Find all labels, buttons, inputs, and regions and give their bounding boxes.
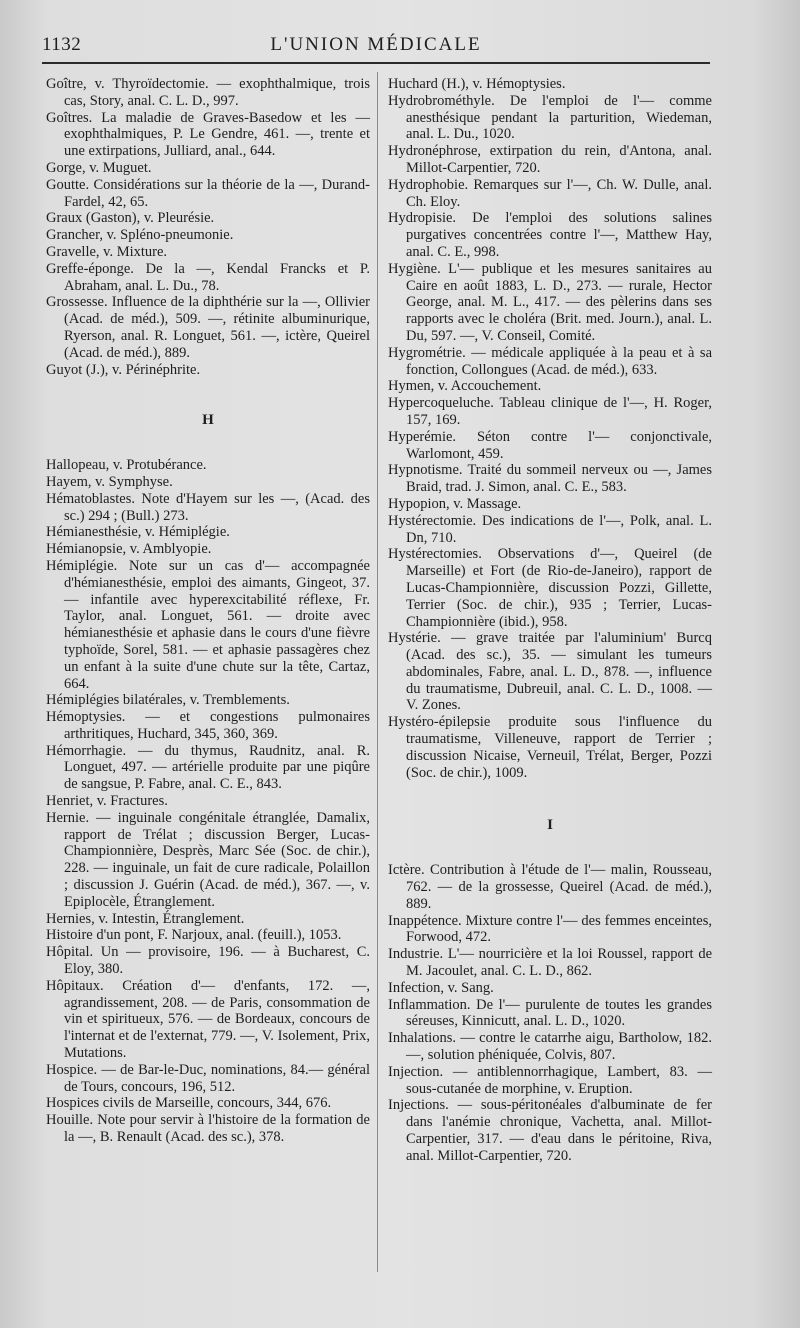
header-rule	[42, 62, 710, 64]
index-entry: Hystérectomie. Des indications de l'—, Polk, anal. L. Dn, 710.	[388, 512, 712, 546]
index-entry: Greffe-éponge. De la —, Kendal Francks et P. Abraham, anal. L. Du., 78.	[46, 260, 370, 294]
index-entry: Houille. Note pour servir à l'histoire de la formation de la —, B. Renault (Acad. des sc.), 378.	[46, 1112, 370, 1146]
index-entry: Hystérie. — grave traitée par l'aluminium' Burcq (Acad. des sc.), 35. — simulant les tumeurs abdominales, Fabre, anal. L. D., 878. —, influence du traumatisme, Dubreuil, anal. C. L. D., 1008. — V. Zones.	[388, 630, 712, 714]
index-entry: Hystéro-épilepsie produite sous l'influence du traumatisme, Villeneuve, rapport de Terrier ; discussion Nicaise, Verneuil, Trélat, Berger, Pozzi (Soc. de chir.), 1009.	[388, 714, 712, 781]
index-entry: Infection, v. Sang.	[388, 979, 494, 996]
index-entry: Hématoblastes. Note d'Hayem sur les —, (Acad. des sc.) 294 ; (Bull.) 273.	[46, 490, 370, 524]
entries-h-right	[388, 76, 712, 781]
index-entry: Hydrophobie. Remarques sur l'—, Ch. W. Dulle, anal. Ch. Eloy.	[388, 176, 712, 210]
index-entry: Inflammation. De l'— purulente de toutes les grandes séreuses, Kinnicutt, anal. L. D., 1020.	[388, 996, 712, 1030]
index-entry: Hémiplégies bilatérales, v. Tremblements.	[46, 692, 290, 709]
index-entry: Hydrobrométhyle. De l'emploi de l'— comme anesthésique pendant la parturition, Wiedeman, anal. L. Du., 1020.	[388, 92, 712, 143]
entries-h-left	[46, 457, 370, 1146]
index-entry: Inappétence. Mixture contre l'— des femmes enceintes, Forwood, 472.	[388, 912, 712, 946]
running-head: L'UNION MÉDICALE	[270, 34, 482, 55]
index-entry: Hymen, v. Accouchement.	[388, 378, 542, 395]
entries-i	[388, 862, 712, 1164]
index-entry: Goîtres. La maladie de Graves-Basedow et les — exophthalmiques, P. Le Gendre, 461. —, trente et une extirpations, Julliard, anal., 644.	[46, 109, 370, 160]
index-entry: Hôpitaux. Création d'— d'enfants, 172. —, agrandissement, 208. — de Paris, consommation de vin et spiritueux, 576. — de Bordeaux, concours de l'internat et de l'externat, 779. —, V. Isolement, Prix, Mutations.	[46, 977, 370, 1062]
section-letter-h: H	[202, 412, 214, 429]
index-entry: Guyot (J.), v. Périnéphrite.	[46, 361, 201, 378]
index-entry: Hypnotisme. Traité du sommeil nerveux ou —, James Braid, trad. J. Simon, anal. C. E., 583.	[388, 462, 712, 496]
index-entry: Goutte. Considérations sur la théorie de la —, Durand-Fardel, 42, 65.	[46, 176, 370, 210]
column-divider	[377, 72, 378, 1272]
index-entry: Hygrométrie. — médicale appliquée à la peau et à sa fonction, Collongues (Acad. de méd.), 633.	[388, 344, 712, 378]
page-number: 1132	[42, 34, 82, 55]
index-entry: Grancher, v. Spléno-pneumonie.	[46, 227, 234, 244]
index-entry: Grossesse. Influence de la diphthérie sur la —, Ollivier (Acad. de méd.), 509. —, rétinite albuminurique, Ryerson, anal. R. Longuet, 561. —, ictère, Queirel (Acad. de méd.), 889.	[46, 294, 370, 361]
index-entry: Goître, v. Thyroïdectomie. — exophthalmique, trois cas, Story, anal. C. L. D., 997.	[46, 76, 370, 109]
index-entry: Hémiplégie. Note sur un cas d'— accompagnée d'hémianesthésie, emploi des aimants, Gingeot, 37. — infantile avec hyperexcitabilité réflexe, Fr. Taylor, anal. Longuet, 561. — droite avec hémianesthésie et aphasie dans le cours d'une fièvre typhoïde, Sorel, 581. — et aphasie passagères chez un enfant à la suite d'une chute sur la tête, Cartaz, 664.	[46, 557, 370, 692]
index-entry: Hospices civils de Marseille, concours, 344, 676.	[46, 1095, 332, 1112]
index-entry: Industrie. L'— nourricière et la loi Roussel, rapport de M. Jacoulet, anal. C. L. D., 862.	[388, 946, 712, 980]
index-entry: Hystérectomies. Observations d'—, Queirel (de Marseille) et Fort (de Rio-de-Janeiro), rapport de Lucas-Championnière, discussion Pozzi, Gillette, Terrier (Soc. de chir.), 935 ; Terrier, Lucas-Championnière (ibid.), 958.	[388, 546, 712, 630]
index-entry: Hémorrhagie. — du thymus, Raudnitz, anal. R. Longuet, 497. — artérielle produite par une piqûre de sangsue, P. Fabre, anal. C. E., 843.	[46, 742, 370, 793]
index-entry: Hôpital. Un — provisoire, 196. — à Bucharest, C. Eloy, 380.	[46, 944, 370, 978]
index-entry: Graux (Gaston), v. Pleurésie.	[46, 210, 215, 227]
index-entry: Hernies, v. Intestin, Étranglement.	[46, 910, 245, 927]
index-entry: Gorge, v. Muguet.	[46, 159, 152, 176]
index-entry: Henriet, v. Fractures.	[46, 793, 168, 810]
index-entry: Injections. — sous-péritonéales d'albuminate de fer dans l'anémie chronique, Vachetta, anal. Millot-Carpentier, 317. — d'eau dans le péritoine, Riva, anal. Millot-Carpentier, 720.	[388, 1097, 712, 1164]
index-entry: Hémianesthésie, v. Hémiplégie.	[46, 524, 230, 541]
index-entry: Hydronéphrose, extirpation du rein, d'Antona, anal. Millot-Carpentier, 720.	[388, 143, 712, 176]
index-entry: Ictère. Contribution à l'étude de l'— malin, Rousseau, 762. — de la grossesse, Queirel (Acad. de méd.), 889.	[388, 862, 712, 912]
index-entry: Histoire d'un pont, F. Narjoux, anal. (feuill.), 1053.	[46, 927, 342, 944]
right-column	[388, 76, 712, 1165]
index-entry: Hypercoqueluche. Tableau clinique de l'—, H. Roger, 157, 169.	[388, 395, 712, 428]
section-letter-i: I	[547, 817, 553, 834]
index-entry: Hydropisie. De l'emploi des solutions salines purgatives concentrées contre l'—, Matthew Hay, anal. C. E., 998.	[388, 210, 712, 260]
index-entry: Hospice. — de Bar-le-Duc, nominations, 84.— général de Tours, concours, 196, 512.	[46, 1061, 370, 1095]
index-entry: Hyperémie. Séton contre l'— conjonctivale, Warlomont, 459.	[388, 428, 712, 462]
index-entry: Inhalations. — contre le catarrhe aigu, Bartholow, 182. —, solution phéniquée, Colvis, 807.	[388, 1030, 712, 1064]
page-header	[42, 34, 710, 62]
index-entry: Injection. — antiblennorrhagique, Lambert, 83. — sous-cutanée de morphine, v. Eruption.	[388, 1063, 712, 1097]
entries-g	[46, 76, 370, 378]
index-entry: Gravelle, v. Mixture.	[46, 243, 168, 260]
left-column	[46, 76, 370, 1146]
index-entry: Hémoptysies. — et congestions pulmonaires arthritiques, Huchard, 345, 360, 369.	[46, 709, 370, 742]
index-entry: Hayem, v. Symphyse.	[46, 473, 173, 490]
index-entry: Hémianopsie, v. Amblyopie.	[46, 541, 212, 558]
index-entry: Hernie. — inguinale congénitale étranglée, Damalix, rapport de Trélat ; discussion Berger, Lucas-Championnière, Desprès, Marc Sée (Soc. de chir.), 228. — inguinale, un fait de cure radicale, Polaillon ; discussion J. Guérin (Acad. de méd.), 367. —, v. Epiplocèle, Étranglement.	[46, 809, 370, 910]
index-entry: Hallopeau, v. Protubérance.	[46, 457, 207, 474]
index-entry: Huchard (H.), v. Hémoptysies.	[388, 76, 566, 92]
index-entry: Hypopion, v. Massage.	[388, 495, 522, 512]
index-entry: Hygiène. L'— publique et les mesures sanitaires au Caire en août 1883, L. D., 273. — rurale, Hector George, anal. M. L., 417. — des pèlerins dans ses rapports avec le choléra (Brit. med. Journ.), anal. L. Du, 597. —, V. Conseil, Comité.	[388, 260, 712, 344]
